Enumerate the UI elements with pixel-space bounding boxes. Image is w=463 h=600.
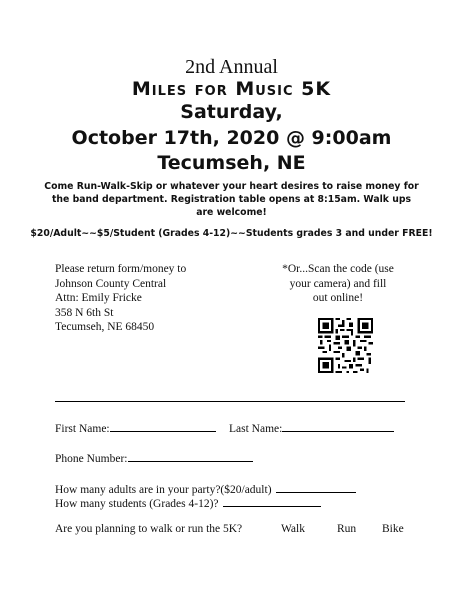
adults-count-blank[interactable] (276, 481, 356, 493)
qr-code-icon[interactable] (318, 318, 373, 373)
walk-option[interactable]: Walk (281, 523, 305, 535)
return-address-line: 358 N 6th St (55, 306, 114, 319)
phone-label: Phone Number: (55, 453, 128, 465)
students-count-blank[interactable] (223, 495, 321, 507)
scan-instructions (268, 262, 408, 306)
adults-count-label: How many adults are in your party?($20/adult) (55, 484, 272, 496)
bike-option[interactable]: Bike (382, 523, 404, 535)
event-subtitle: 2nd Annual (185, 56, 278, 78)
last-name-field[interactable] (229, 420, 394, 435)
scan-line: your camera) and fill (289, 277, 387, 290)
scan-line: *Or...Scan the code (use (282, 263, 394, 275)
run-option[interactable]: Run (337, 523, 357, 535)
phone-blank[interactable] (128, 450, 253, 462)
section-divider (55, 401, 405, 402)
event-name: Miles for Music 5K (131, 78, 332, 100)
return-address-line: Johnson County Central (55, 277, 167, 290)
activity-question: Are you planning to walk or run the 5K? (55, 523, 243, 535)
return-address (55, 262, 186, 335)
first-name-field[interactable] (55, 420, 216, 435)
event-day: Saturday, (180, 101, 283, 123)
event-date-time: October 17th, 2020 @ 9:00am (71, 127, 392, 149)
return-address-line: Attn: Emily Fricke (55, 292, 142, 304)
adults-count-field[interactable] (55, 481, 356, 496)
event-location: Tecumseh, NE (157, 152, 306, 174)
students-count-field[interactable] (55, 495, 321, 510)
phone-field[interactable] (55, 450, 253, 465)
last-name-blank[interactable] (282, 420, 394, 432)
last-name-label: Last Name: (229, 423, 283, 435)
price-info: $20/Adult~~$5/Student (Grades 4-12)~~Students grades 3 and under FREE! (30, 228, 433, 239)
return-address-line: Tecumseh, NE 68450 (55, 321, 155, 333)
first-name-label: First Name: (55, 423, 110, 435)
first-name-blank[interactable] (110, 420, 216, 432)
scan-line: out online! (312, 292, 364, 304)
students-count-label: How many students (Grades 4-12)? (55, 498, 219, 510)
event-description: Come Run-Walk-Skip or whatever your heart desires to raise money for the band department. Registration table opens at 8:15am. Walk ups are welcome! (44, 181, 419, 218)
return-address-line: Please return form/money to (55, 263, 187, 275)
